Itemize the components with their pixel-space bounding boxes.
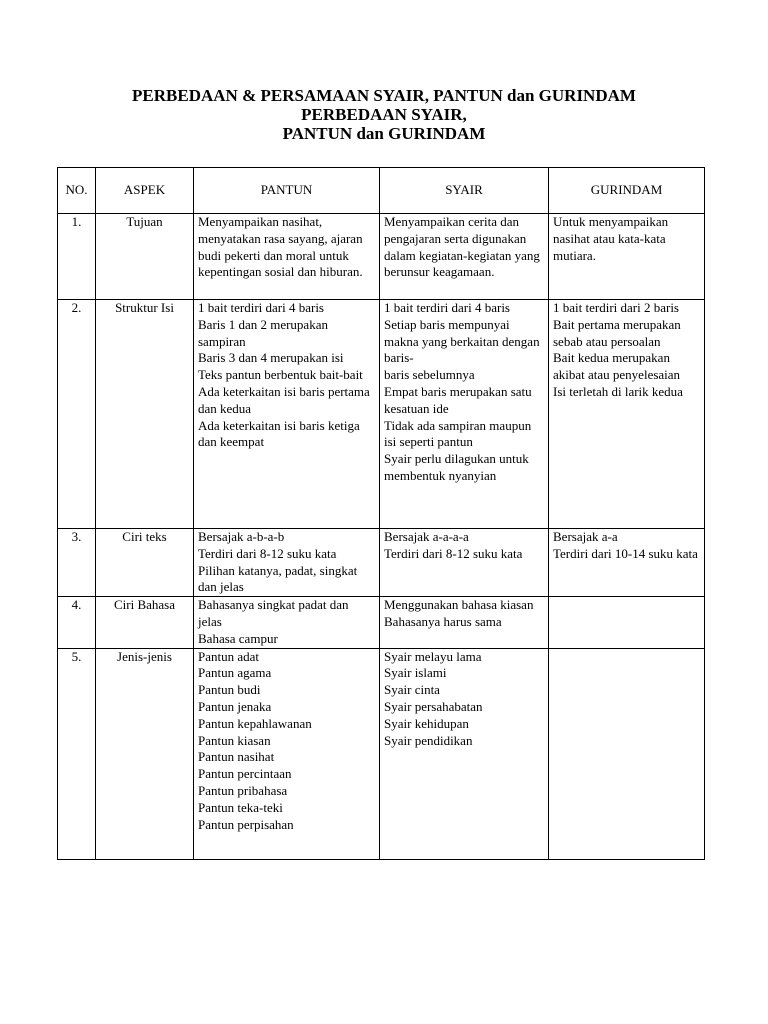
- gurindam-cell: [549, 300, 705, 529]
- pantun-line: Pilihan katanya, padat, singkat dan jelas: [198, 562, 358, 595]
- pantun-line: Pantun teka-teki: [198, 799, 283, 815]
- gurindam-line: 1 bait terdiri dari 2 baris: [553, 300, 679, 315]
- table-row: [58, 300, 705, 529]
- syair-line: Syair islami: [384, 665, 447, 681]
- syair-line: baris sebelumnya: [384, 367, 475, 383]
- row-aspect: Tujuan: [96, 214, 194, 300]
- pantun-line: Ada keterkaitan isi baris pertama dan kedua: [198, 383, 370, 416]
- syair-line: Empat baris merupakan satu kesatuan ide: [384, 383, 532, 416]
- pantun-line: Pantun pribahasa: [198, 782, 288, 798]
- table-body: [58, 214, 705, 860]
- pantun-line: Pantun kepahlawanan: [198, 715, 312, 731]
- header-gurindam: GURINDAM: [549, 168, 705, 214]
- syair-line: 1 bait terdiri dari 4 baris: [384, 300, 510, 315]
- gurindam-line: Untuk menyampaikan nasihat atau kata-kata mutiara.: [553, 214, 669, 263]
- syair-cell: [380, 300, 549, 529]
- pantun-line: Bersajak a-b-a-b: [198, 529, 285, 544]
- syair-cell: [380, 597, 549, 648]
- syair-line: Tidak ada sampiran maupun isi seperti pantun: [384, 417, 532, 450]
- syair-cell: [380, 648, 549, 859]
- gurindam-line: Terdiri dari 10-14 suku kata: [553, 545, 698, 561]
- gurindam-cell: [549, 214, 705, 300]
- table-row: [58, 214, 705, 300]
- pantun-line: Teks pantun berbentuk bait-bait: [198, 367, 363, 383]
- syair-line: Bahasanya harus sama: [384, 613, 502, 629]
- document-title-block: [0, 86, 768, 143]
- pantun-line: Ada keterkaitan isi baris ketiga dan keempat: [198, 417, 360, 450]
- pantun-line: Pantun perpisahan: [198, 816, 294, 832]
- header-syair: SYAIR: [380, 168, 549, 214]
- syair-cell: [380, 214, 549, 300]
- gurindam-line: Isi terletah di larik kedua: [553, 383, 683, 399]
- pantun-line: Pantun percintaan: [198, 766, 292, 782]
- document-title: PERBEDAAN & PERSAMAAN SYAIR, PANTUN dan GURINDAM: [132, 86, 636, 105]
- pantun-line: Pantun nasihat: [198, 749, 275, 765]
- pantun-cell: [194, 214, 380, 300]
- document-subtitle-line2: PANTUN dan GURINDAM: [282, 124, 486, 143]
- pantun-cell: [194, 648, 380, 859]
- header-pantun: PANTUN: [194, 168, 380, 214]
- pantun-cell: [194, 300, 380, 529]
- header-aspek: ASPEK: [96, 168, 194, 214]
- pantun-line: Menyampaikan nasihat, menyatakan rasa sayang, ajaran budi pekerti dan moral untuk kepentingan sosial dan hiburan.: [198, 214, 363, 280]
- pantun-line: Pantun jenaka: [198, 698, 272, 714]
- gurindam-cell: [549, 648, 705, 859]
- document-subtitle-line1: PERBEDAAN SYAIR,: [301, 105, 467, 124]
- table-row: [58, 529, 705, 597]
- row-aspect: Ciri Bahasa: [96, 597, 194, 648]
- table-row: [58, 597, 705, 648]
- row-number: 2.: [58, 300, 96, 529]
- table-header-row: [58, 168, 705, 214]
- header-no: NO.: [58, 168, 96, 214]
- syair-line: Syair kehidupan: [384, 715, 469, 731]
- syair-line: Syair persahabatan: [384, 698, 483, 714]
- syair-line: Menggunakan bahasa kiasan: [384, 597, 534, 613]
- comparison-table: [57, 167, 705, 860]
- gurindam-line: Bersajak a-a: [553, 529, 618, 544]
- table-row: [58, 648, 705, 859]
- syair-line: Setiap baris mempunyai makna yang berkaitan dengan baris-: [384, 316, 540, 366]
- syair-line: Menyampaikan cerita dan pengajaran serta digunakan dalam kegiatan-kegiatan yang berunsur keagamaan.: [384, 214, 540, 280]
- pantun-line: 1 bait terdiri dari 4 baris: [198, 300, 324, 315]
- row-number: 1.: [58, 214, 96, 300]
- gurindam-line: Bait kedua merupakan akibat atau penyelesaian: [553, 350, 681, 383]
- syair-cell: [380, 529, 549, 597]
- syair-line: Syair pendidikan: [384, 732, 473, 748]
- row-number: 4.: [58, 597, 96, 648]
- row-aspect: Struktur Isi: [96, 300, 194, 529]
- pantun-line: Bahasanya singkat padat dan jelas: [198, 597, 349, 629]
- pantun-line: Terdiri dari 8-12 suku kata: [198, 545, 337, 561]
- pantun-line: Pantun budi: [198, 682, 261, 698]
- syair-line: Bersajak a-a-a-a: [384, 529, 469, 544]
- row-aspect: Jenis-jenis: [96, 648, 194, 859]
- pantun-cell: [194, 529, 380, 597]
- pantun-line: Baris 1 dan 2 merupakan sampiran: [198, 316, 328, 349]
- gurindam-line: Bait pertama merupakan sebab atau persoalan: [553, 316, 681, 349]
- row-number: 3.: [58, 529, 96, 597]
- pantun-line: Bahasa campur: [198, 630, 278, 646]
- pantun-line: Pantun kiasan: [198, 732, 271, 748]
- pantun-line: Baris 3 dan 4 merupakan isi: [198, 350, 344, 366]
- pantun-line: Pantun adat: [198, 648, 260, 664]
- gurindam-cell: [549, 597, 705, 648]
- syair-line: Syair melayu lama: [384, 648, 482, 664]
- row-number: 5.: [58, 648, 96, 859]
- syair-line: Syair perlu dilagukan untuk membentuk nyanyian: [384, 451, 529, 483]
- syair-line: Syair cinta: [384, 682, 440, 698]
- gurindam-cell: [549, 529, 705, 597]
- pantun-line: Pantun agama: [198, 665, 272, 681]
- syair-line: Terdiri dari 8-12 suku kata: [384, 545, 523, 561]
- row-aspect: Ciri teks: [96, 529, 194, 597]
- pantun-cell: [194, 597, 380, 648]
